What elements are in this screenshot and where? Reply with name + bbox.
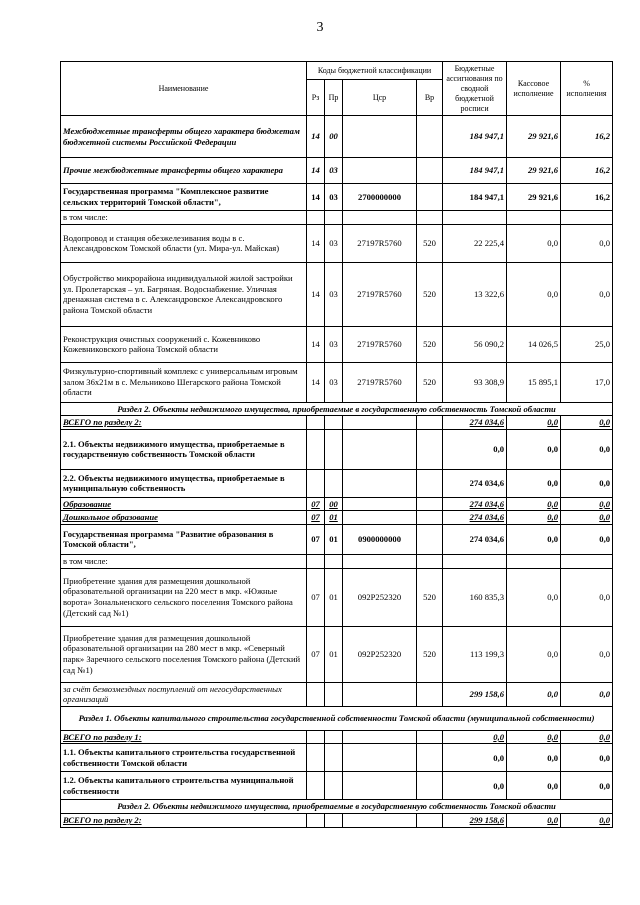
row-pct: 0,0 [561,813,613,827]
row-pct: 0,0 [561,224,613,262]
table-row [61,211,613,225]
row-rz: 07 [307,497,325,511]
table-row [61,554,613,568]
row-pr: 01 [325,568,343,626]
row-budget: 160 835,3 [443,568,507,626]
row-pr: 01 [325,626,343,682]
row-vr: 520 [417,626,443,682]
row-budget: 274 034,6 [443,524,507,554]
row-pct: 0,0 [561,262,613,326]
row-cash: 0,0 [507,224,561,262]
row-csr: 27197R5760 [343,326,417,362]
row-pct: 0,0 [561,744,613,772]
table-row [61,224,613,262]
table-row [61,511,613,525]
row-csr: 27197R5760 [343,362,417,402]
row-name: за счёт безвозмездных поступлений от негосударственных организаций [61,682,307,706]
row-pr: 03 [325,158,343,184]
row-budget: 0,0 [443,772,507,800]
row-cash: 14 026,5 [507,326,561,362]
row-csr [343,116,417,158]
header-rz: Рз [307,80,325,116]
table-row [61,158,613,184]
row-csr: 092P252320 [343,568,417,626]
row-name: Государственная программа "Развитие образования в Томской области", [61,524,307,554]
row-rz: 07 [307,568,325,626]
row-rz: 07 [307,626,325,682]
table-row [61,116,613,158]
row-cash: 0,0 [507,469,561,497]
row-name: Физкультурно-спортивный комплекс с универсальным игровым залом 36х21м в с. Мельниково Шегарского района Томской области [61,362,307,402]
row-csr: 27197R5760 [343,262,417,326]
row-rz: 14 [307,326,325,362]
row-budget: 0,0 [443,429,507,469]
row-pct: 0,0 [561,511,613,525]
row-vr [417,116,443,158]
row-pct: 0,0 [561,497,613,511]
row-pct: 16,2 [561,158,613,184]
row-pct: 0,0 [561,568,613,626]
row-budget: 274 034,6 [443,497,507,511]
row-name: Приобретение здания для размещения дошкольной образовательной организации на 220 мест в мкр. «Южные ворота» Зональненского сельского поселения Томского района (Детский сад №1) [61,568,307,626]
row-name: Реконструкция очистных сооружений с. Кожевниково Кожевниковского района Томской области [61,326,307,362]
row-csr: 27197R5760 [343,224,417,262]
row-cash: 15 895,1 [507,362,561,402]
row-cash: 0,0 [507,772,561,800]
row-cash: 0,0 [507,429,561,469]
table-row [61,497,613,511]
row-cash: 0,0 [507,568,561,626]
row-name: Водопровод и станция обезжелезивания воды в с. Александровском Томской области (ул. Мира-ул. Майская) [61,224,307,262]
section-row [61,402,613,416]
row-name: в том числе: [61,554,307,568]
table-row [61,184,613,211]
row-pct: 17,0 [561,362,613,402]
row-budget: 274 034,6 [443,511,507,525]
row-vr: 520 [417,568,443,626]
row-vr: 520 [417,362,443,402]
row-pr: 03 [325,184,343,211]
table-row [61,429,613,469]
row-name: 2.1. Объекты недвижимого имущества, приобретаемые в государственную собственность Томской области [61,429,307,469]
table-row [61,326,613,362]
row-name: в том числе: [61,211,307,225]
row-vr: 520 [417,224,443,262]
header-pct: % исполнения [561,62,613,116]
row-pr: 03 [325,224,343,262]
row-budget: 184 947,1 [443,116,507,158]
row-pct: 0,0 [561,772,613,800]
row-cash: 29 921,6 [507,116,561,158]
table-row [61,682,613,706]
table-row [61,416,613,430]
row-budget: 184 947,1 [443,158,507,184]
row-rz: 14 [307,224,325,262]
header-vr: Вр [417,80,443,116]
table-row [61,568,613,626]
table-row [61,362,613,402]
row-csr: 2700000000 [343,184,417,211]
page-number: 3 [316,20,324,35]
row-rz: 07 [307,524,325,554]
budget-execution-table [60,61,613,828]
row-pct: 0,0 [561,416,613,430]
row-name: Дошкольное образование [61,511,307,525]
row-csr: 0900000000 [343,524,417,554]
row-vr: 520 [417,262,443,326]
section-row [61,800,613,814]
table-row [61,744,613,772]
row-budget: 299 158,6 [443,813,507,827]
row-pr: 01 [325,524,343,554]
row-vr: 520 [417,326,443,362]
row-cash: 0,0 [507,682,561,706]
row-budget: 299 158,6 [443,682,507,706]
row-rz: 14 [307,116,325,158]
row-cash: 0,0 [507,416,561,430]
row-budget: 13 322,6 [443,262,507,326]
row-name: Государственная программа "Комплексное развитие сельских территорий Томской области", [61,184,307,211]
row-pct: 0,0 [561,682,613,706]
row-name: ВСЕГО по разделу 2: [61,416,307,430]
table-row [61,524,613,554]
row-pr: 03 [325,362,343,402]
table-row [61,772,613,800]
row-pr: 00 [325,497,343,511]
row-cash: 0,0 [507,262,561,326]
row-name: 1.1. Объекты капитального строительства государственной собственности Томской области [61,744,307,772]
row-rz: 14 [307,362,325,402]
section-title: Раздел 1. Объекты капитального строительства государственной собственности Томской области (муниципальной собственности) [61,706,613,730]
table-row [61,262,613,326]
row-vr [417,158,443,184]
row-budget: 274 034,6 [443,469,507,497]
row-cash: 0,0 [507,626,561,682]
header-name: Наименование [61,62,307,116]
row-pr: 03 [325,262,343,326]
row-cash: 0,0 [507,813,561,827]
row-name: 1.2. Объекты капитального строительства муниципальной собственности [61,772,307,800]
row-pct: 16,2 [561,116,613,158]
row-cash: 29 921,6 [507,184,561,211]
row-pr: 03 [325,326,343,362]
section-title: Раздел 2. Объекты недвижимого имущества, приобретаемые в государственную собственность Томской области [61,402,613,416]
row-pct: 25,0 [561,326,613,362]
row-name: Прочие межбюджетные трансферты общего характера [61,158,307,184]
row-budget: 274 034,6 [443,416,507,430]
row-pct: 0,0 [561,730,613,744]
row-pct: 0,0 [561,626,613,682]
row-budget: 0,0 [443,730,507,744]
row-cash: 29 921,6 [507,158,561,184]
row-cash: 0,0 [507,524,561,554]
row-csr: 092P252320 [343,626,417,682]
row-budget: 184 947,1 [443,184,507,211]
header-csr: Цср [343,80,417,116]
row-budget: 113 199,3 [443,626,507,682]
row-budget: 22 225,4 [443,224,507,262]
table-row [61,469,613,497]
row-budget: 0,0 [443,744,507,772]
row-rz: 14 [307,184,325,211]
row-name: ВСЕГО по разделу 1: [61,730,307,744]
row-cash: 0,0 [507,497,561,511]
table-row [61,813,613,827]
row-rz: 14 [307,262,325,326]
row-pct: 0,0 [561,524,613,554]
table-row [61,730,613,744]
row-pr: 01 [325,511,343,525]
row-name: ВСЕГО по разделу 2: [61,813,307,827]
row-name: Образование [61,497,307,511]
header-budget: Бюджетные ассигнования по сводной бюджетной росписи [443,62,507,116]
section-row [61,706,613,730]
row-name: 2.2. Объекты недвижимого имущества, приобретаемые в муниципальную собственность [61,469,307,497]
row-cash: 0,0 [507,730,561,744]
row-rz: 07 [307,511,325,525]
row-budget: 93 308,9 [443,362,507,402]
table-row [61,626,613,682]
row-rz: 14 [307,158,325,184]
row-pct: 0,0 [561,429,613,469]
row-pct: 0,0 [561,469,613,497]
row-csr [343,158,417,184]
row-name: Обустройство микрорайона индивидуальной жилой застройки ул. Пролетарская – ул. Багряная. Водоснабжение. Уличная дренажная система в с. Александровское Александровского района Томской области [61,262,307,326]
header-codes: Коды бюджетной классификации [307,62,443,80]
header-cash: Кассовое исполнение [507,62,561,116]
row-name: Приобретение здания для размещения дошкольной образовательной организации на 280 мест в мкр. «Северный парк» Заречного сельского поселения Томского района (Детский сад №1) [61,626,307,682]
row-vr [417,184,443,211]
row-budget: 56 090,2 [443,326,507,362]
section-title: Раздел 2. Объекты недвижимого имущества, приобретаемые в государственную собственность Томской области [61,800,613,814]
row-cash: 0,0 [507,744,561,772]
row-name: Межбюджетные трансферты общего характера бюджетам бюджетной системы Российской Федерации [61,116,307,158]
row-pr: 00 [325,116,343,158]
row-cash: 0,0 [507,511,561,525]
header-pr: Пр [325,80,343,116]
row-pct: 16,2 [561,184,613,211]
